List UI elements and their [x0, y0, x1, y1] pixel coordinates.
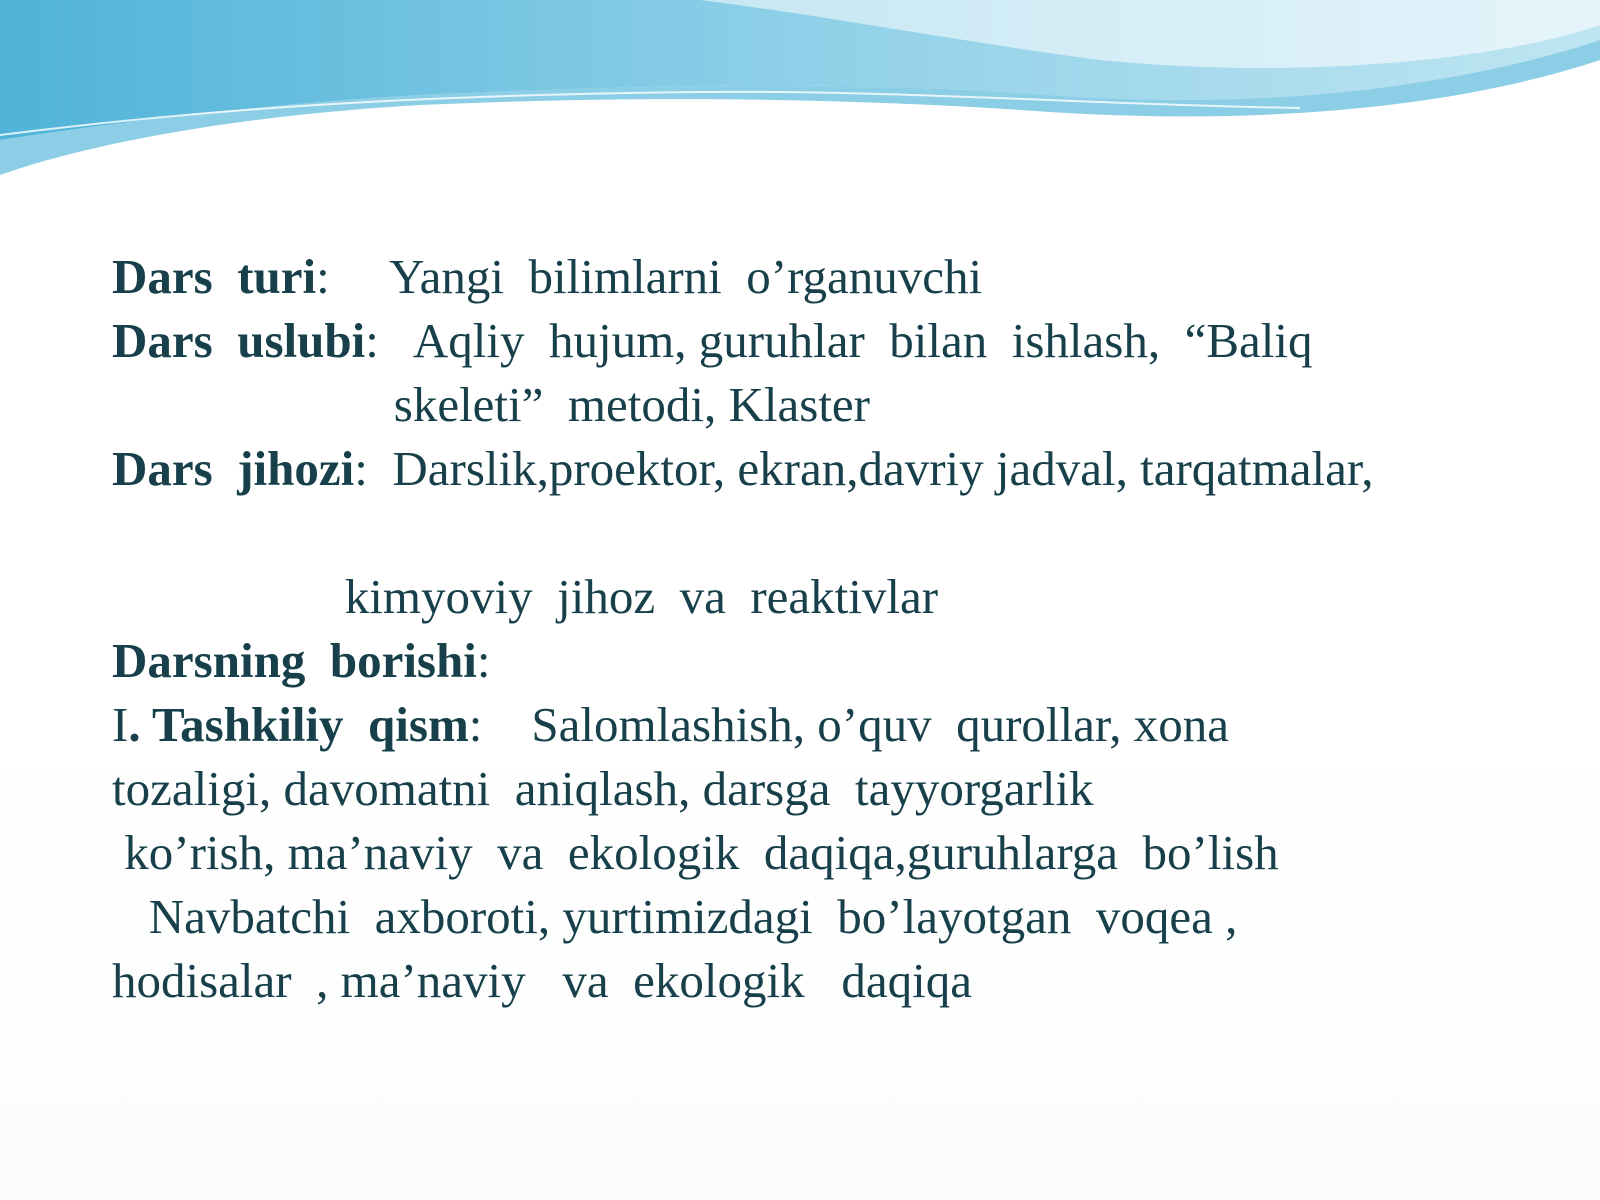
lesson-method-label: Dars uslubi	[112, 313, 366, 368]
lesson-progress-heading	[112, 629, 1532, 693]
lesson-type-line	[112, 245, 1532, 309]
lesson-equipment-label: Dars jihozi	[112, 441, 355, 496]
lesson-type-value: : Yangi bilimlarni o’rganuvchi	[316, 249, 983, 304]
organizational-part-line-3: ko’rish, ma’naviy va ekologik daqiqa,guruhlarga bo’lish	[112, 825, 1279, 880]
lesson-type-label: Dars turi	[112, 249, 317, 304]
lesson-info-text	[112, 245, 1532, 1013]
organizational-part-line-5: hodisalar , ma’naviy va ekologik daqiqa	[112, 953, 972, 1008]
lesson-progress-colon: :	[476, 633, 491, 688]
organizational-part-label: . Tashkiliy qism	[128, 697, 469, 752]
lesson-method-value: : Aqliy hujum, guruhlar bilan ishlash, “Baliq	[365, 313, 1313, 368]
roman-numeral: I	[112, 697, 129, 752]
lesson-equipment-continued: kimyoviy jihoz va reaktivlar	[112, 569, 939, 624]
organizational-part-line-4: Navbatchi axboroti, yurtimizdagi bo’layotgan voqea ,	[112, 889, 1238, 944]
organizational-part-line	[112, 693, 1532, 757]
blank-line	[112, 501, 1532, 565]
lesson-method-continued: skeleti” metodi, Klaster	[112, 377, 870, 432]
lesson-method-line	[112, 309, 1532, 373]
lesson-equipment-line	[112, 437, 1532, 501]
organizational-part-value: : Salomlashish, o’quv qurollar, xona	[468, 697, 1229, 752]
lesson-equipment-value: : Darslik,proektor, ekran,davriy jadval, tarqatmalar,	[354, 441, 1374, 496]
organizational-part-line-2: tozaligi, davomatni aniqlash, darsga tayyorgarlik	[112, 761, 1094, 816]
wave-header-decoration	[0, 0, 1600, 200]
lesson-progress-label: Darsning borishi	[112, 633, 477, 688]
